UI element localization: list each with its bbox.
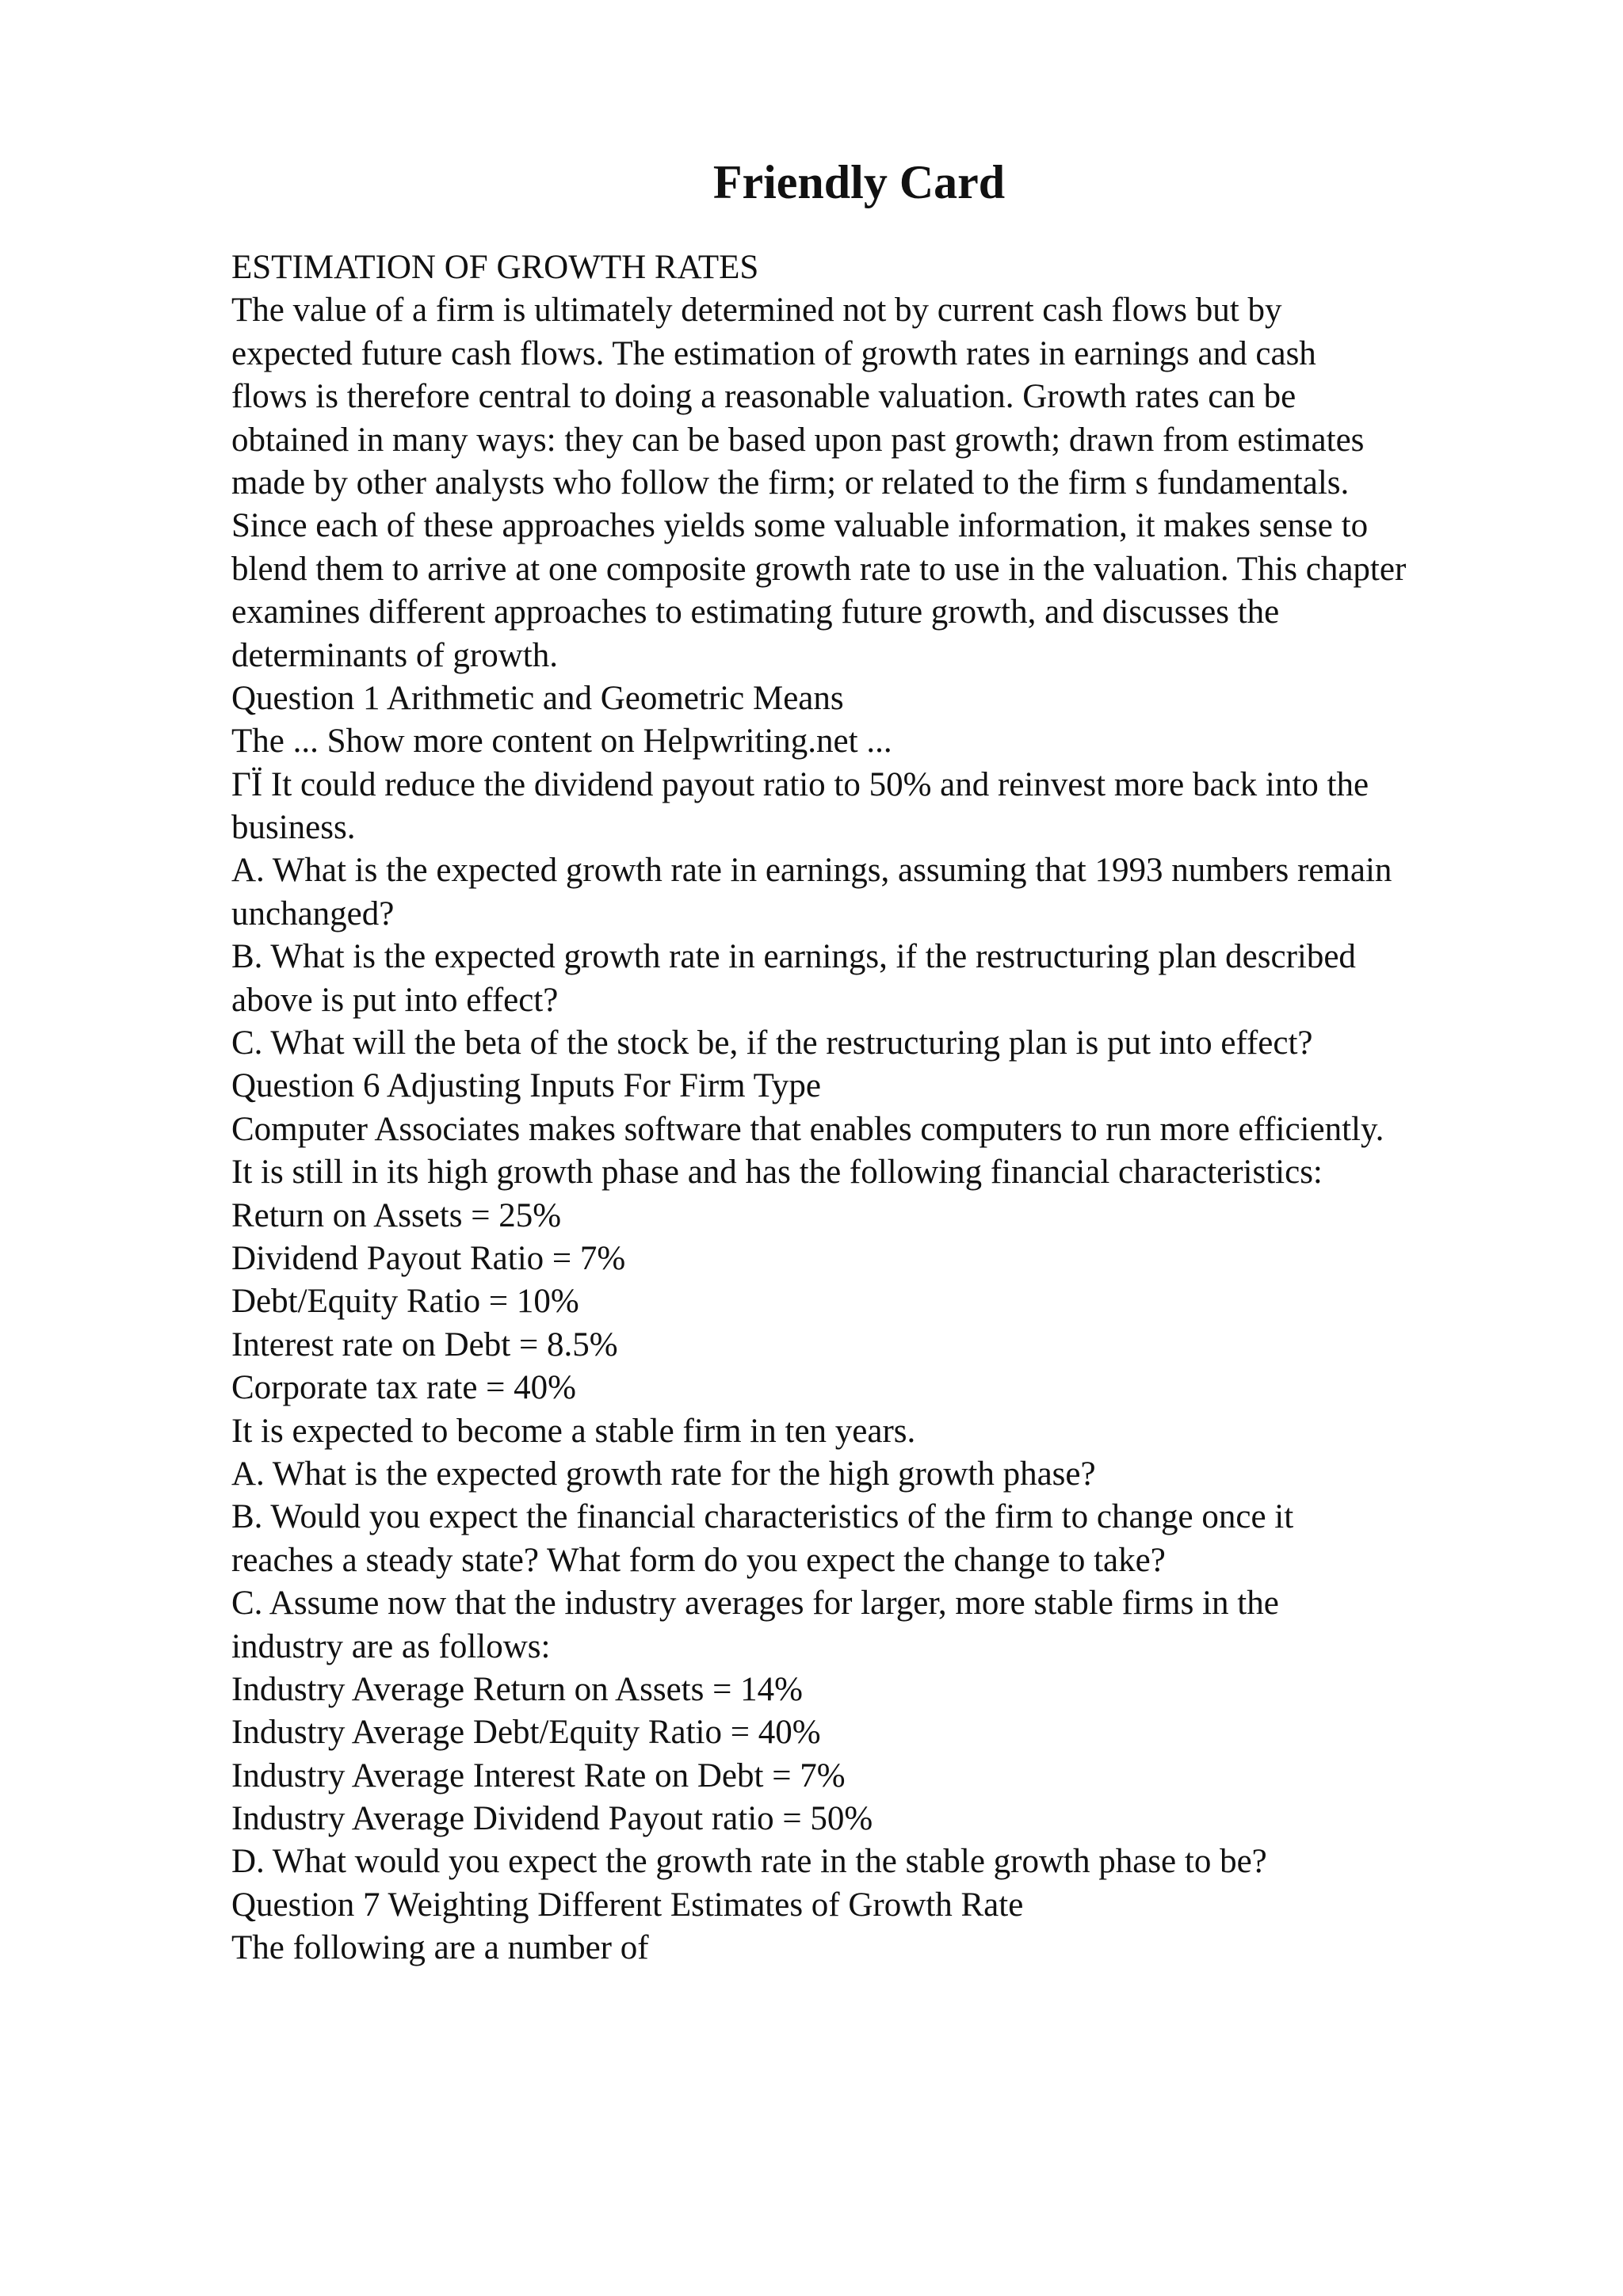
body-line: business. <box>231 809 356 847</box>
body-line: It is expected to become a stable firm in ten years. <box>231 1412 916 1450</box>
body-line: unchanged? <box>231 894 395 933</box>
section-heading: ESTIMATION OF GROWTH RATES <box>231 249 759 286</box>
body-line: flows is therefore central to doing a reasonable valuation. Growth rates can be <box>231 378 1296 416</box>
body-line: The value of a firm is ultimately determined not by current cash flows but by <box>231 292 1282 330</box>
question-heading: Question 7 Weighting Different Estimates of Growth Rate <box>231 1886 1024 1924</box>
body-line: made by other analysts who follow the firm; or related to the firm s fundamentals. <box>231 463 1350 502</box>
show-more-line: The ... Show more content on Helpwriting.net ... <box>231 723 892 761</box>
metric-line: Industry Average Debt/Equity Ratio = 40% <box>231 1714 821 1752</box>
body-line: above is put into effect? <box>231 981 559 1019</box>
body-line: ΓЇ It could reduce the dividend payout ratio to 50% and reinvest more back into the <box>231 765 1369 803</box>
question-item: B. Would you expect the financial characteristics of the firm to change once it <box>231 1498 1294 1536</box>
body-line: The following are a number of <box>231 1929 649 1967</box>
question-item: D. What would you expect the growth rate in the stable growth phase to be? <box>231 1843 1267 1881</box>
question-item: B. What is the expected growth rate in earnings, if the restructuring plan described <box>231 938 1356 976</box>
body-line: obtained in many ways: they can be based upon past growth; drawn from estimates <box>231 421 1365 459</box>
body-line: Computer Associates makes software that enables computers to run more efficiently. <box>231 1110 1384 1148</box>
metric-line: Debt/Equity Ratio = 10% <box>231 1283 579 1321</box>
question-item: C. Assume now that the industry averages for larger, more stable firms in the <box>231 1585 1279 1623</box>
body-line: Since each of these approaches yields some valuable information, it makes sense to <box>231 507 1369 545</box>
metric-line: Return on Assets = 25% <box>231 1196 562 1234</box>
document-title: Friendly Card <box>712 156 1006 208</box>
metric-line: Interest rate on Debt = 8.5% <box>231 1325 618 1363</box>
question-item: A. What is the expected growth rate for the high growth phase? <box>231 1455 1096 1493</box>
question-heading: Question 6 Adjusting Inputs For Firm Type <box>231 1067 821 1105</box>
body-line: examines different approaches to estimating future growth, and discusses the <box>231 593 1280 631</box>
body-line: It is still in its high growth phase and has the following financial characteristics: <box>231 1154 1323 1192</box>
question-item: C. What will the beta of the stock be, if the restructuring plan is put into effect? <box>231 1024 1313 1062</box>
metric-line: Dividend Payout Ratio = 7% <box>231 1239 626 1277</box>
body-line: blend them to arrive at one composite growth rate to use in the valuation. This chapter <box>231 550 1407 588</box>
metric-line: Industry Average Dividend Payout ratio = 50% <box>231 1800 873 1838</box>
body-line: expected future cash flows. The estimation of growth rates in earnings and cash <box>231 334 1316 372</box>
metric-line: Industry Average Return on Assets = 14% <box>231 1670 803 1708</box>
document-body <box>231 246 1610 1970</box>
body-line: reaches a steady state? What form do you expect the change to take? <box>231 1541 1166 1579</box>
body-line: determinants of growth. <box>231 636 558 674</box>
question-heading: Question 1 Arithmetic and Geometric Means <box>231 679 844 717</box>
body-line: industry are as follows: <box>231 1627 551 1665</box>
question-item: A. What is the expected growth rate in earnings, assuming that 1993 numbers remain <box>231 852 1392 890</box>
metric-line: Corporate tax rate = 40% <box>231 1369 576 1407</box>
metric-line: Industry Average Interest Rate on Debt = 7% <box>231 1756 846 1794</box>
